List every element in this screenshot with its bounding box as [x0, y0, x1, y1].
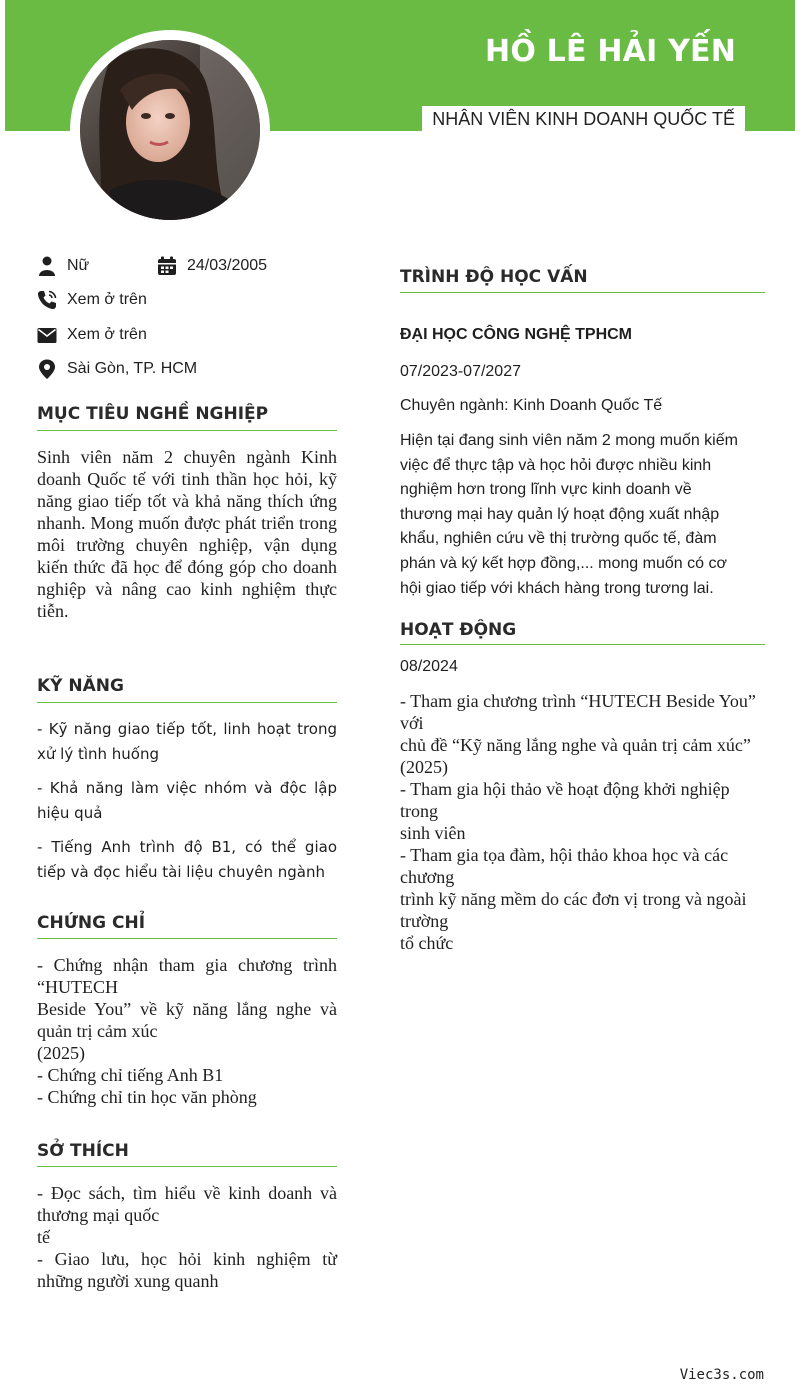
certificate-line: - Chứng chỉ tin học văn phòng [37, 1087, 257, 1107]
avatar [80, 40, 260, 220]
activity-line: - Tham gia hội thảo về hoạt động khởi nghiệp trong [400, 779, 730, 821]
hobbies-heading: SỞ THÍCH [37, 1141, 129, 1161]
certificates-divider [37, 938, 337, 939]
activity-line: tổ chức [400, 933, 454, 953]
education-line: Hiện tại đang sinh viên năm 2 mong muốn kiếm [400, 432, 738, 449]
education-line: phán và ký kết hợp đồng,... mong muốn có cơ [400, 554, 727, 572]
education-major: Chuyên ngành: Kinh Doanh Quốc Tế [400, 397, 663, 414]
education-line: thương mại hay quản lý hoạt động xuất nhập [400, 505, 720, 523]
certificates-heading: CHỨNG CHỈ [37, 913, 146, 933]
location-pin-icon [37, 359, 57, 379]
skill-item: - Tiếng Anh trình độ B1, có thể giao tiếp và đọc hiểu tài liệu chuyên ngành [37, 838, 337, 881]
education-line: việc để thực tập và học hỏi được nhiều kinh [400, 456, 712, 474]
education-heading: TRÌNH ĐỘ HỌC VẤN [400, 267, 588, 287]
certificates-list [37, 954, 337, 1108]
hobby-line: tế [37, 1227, 50, 1247]
birthday-value: 24/03/2005 [187, 257, 268, 274]
hobbies-list [37, 1182, 337, 1292]
education-description [400, 429, 770, 601]
job-title: NHÂN VIÊN KINH DOANH QUỐC TẾ [422, 106, 745, 132]
activity-line: chủ đề “Kỹ năng lắng nghe và quản trị cảm xúc” [400, 735, 751, 755]
activity-line: trình kỹ năng mềm do các đơn vị trong và ngoài trường [400, 889, 747, 931]
objective-divider [37, 430, 337, 431]
calendar-icon [157, 256, 177, 276]
skill-item: - Khả năng làm việc nhóm và độc lập hiệu quả [37, 779, 337, 822]
email-value: Xem ở trên [67, 326, 147, 343]
education-line: nghiệm hơn trong lĩnh vực kinh doanh về [400, 481, 692, 499]
objective-heading: MỤC TIÊU NGHỀ NGHIỆP [37, 404, 269, 424]
education-divider [400, 292, 765, 293]
footer-brand: Viec3s.com [679, 1367, 764, 1383]
activities-heading: HOẠT ĐỘNG [400, 620, 517, 640]
hobbies-divider [37, 1166, 337, 1167]
phone-icon [37, 290, 57, 310]
certificate-line: - Chứng chỉ tiếng Anh B1 [37, 1065, 224, 1085]
activity-date: 08/2024 [400, 658, 458, 675]
activities-list [400, 690, 765, 954]
phone-value: Xem ở trên [67, 291, 147, 308]
education-line: hội giao tiếp với khách hàng trong tương lai. [400, 579, 714, 597]
skills-divider [37, 702, 337, 703]
activity-line: sinh viên [400, 823, 466, 843]
envelope-icon [37, 325, 57, 345]
hobby-line: - Đọc sách, tìm hiểu về kinh doanh và thương mại quốc [37, 1183, 337, 1225]
activity-line: - Tham gia chương trình “HUTECH Beside You” với [400, 691, 756, 733]
hobby-line: - Giao lưu, học hỏi kinh nghiệm từ những người xung quanh [37, 1249, 337, 1291]
education-period: 07/2023-07/2027 [400, 363, 521, 380]
certificate-line: (2025) [37, 1043, 85, 1063]
activities-divider [400, 644, 765, 645]
certificate-line: Beside You” về kỹ năng lắng nghe và quản trị cảm xúc [37, 999, 337, 1041]
school-name: ĐẠI HỌC CÔNG NGHỆ TPHCM [400, 326, 632, 343]
education-line: khẩu, nghiên cứu về thị trường quốc tế, đàm [400, 530, 717, 548]
avatar-photo [80, 40, 260, 220]
certificate-line: - Chứng nhận tham gia chương trình “HUTECH [37, 955, 337, 997]
activity-line: - Tham gia tọa đàm, hội thảo khoa học và các chương [400, 845, 729, 887]
address-value: Sài Gòn, TP. HCM [67, 360, 198, 377]
candidate-name: HỒ LÊ HẢI YẾN [485, 34, 736, 69]
activity-line: (2025) [400, 757, 448, 777]
objective-text: Sinh viên năm 2 chuyên ngành Kinh doanh Quốc tế với tinh thần học hỏi, kỹ năng giao tiếp tốt và khả năng thích ứng nhanh. Mong muốn được phát triển trong môi trường chuyên nghiệp, vận dụng kiến thức đã học để đóng góp cho doanh nghiệp và nâng cao kinh nghiệm thực tiễn. [37, 447, 337, 621]
gender-value: Nữ [67, 257, 90, 274]
skills-heading: KỸ NĂNG [37, 676, 124, 696]
person-icon [37, 256, 57, 276]
skill-item: - Kỹ năng giao tiếp tốt, linh hoạt trong xử lý tình huống [37, 720, 337, 763]
